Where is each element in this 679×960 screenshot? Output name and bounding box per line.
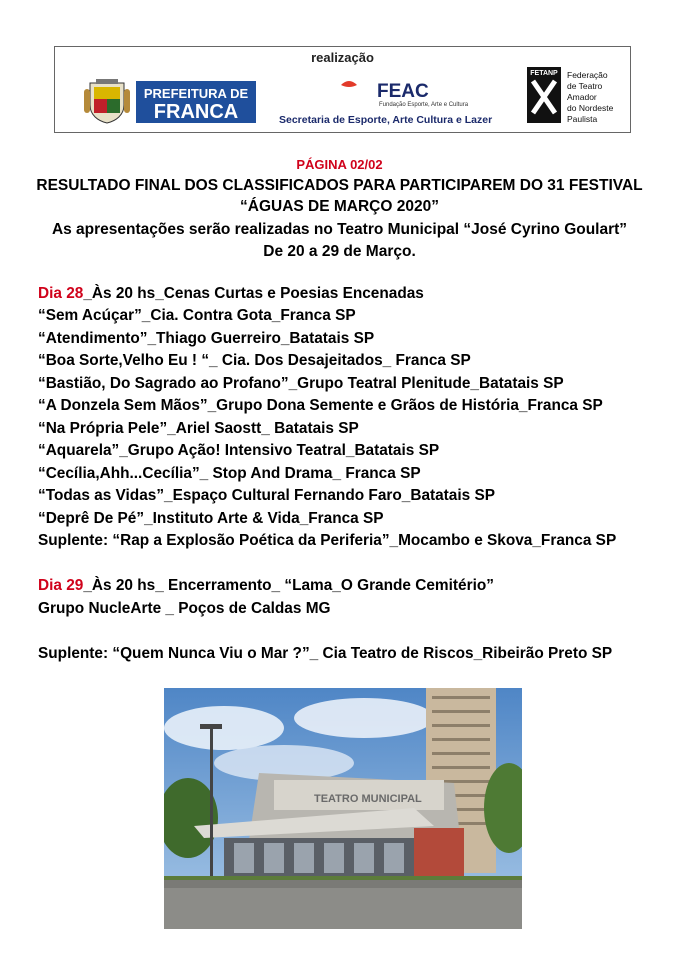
list-item: “Todas as Vidas”_Espaço Cultural Fernando Faro_Batatais SP — [38, 487, 496, 504]
photo-sign: TEATRO MUNICIPAL — [314, 793, 422, 805]
day29-label: Dia 29 — [38, 577, 84, 594]
list-item: “Sem Acúçar”_Cia. Contra Gota_Franca SP — [38, 307, 356, 324]
fetanp-line: Paulista — [567, 114, 598, 124]
title-line4: De 20 a 29 de Março. — [263, 243, 416, 260]
feac-sub: Fundação Esporte, Arte e Cultura — [379, 102, 469, 108]
list-item: “Boa Sorte,Velho Eu ! “_ Cia. Dos Desajeitados_ Franca SP — [38, 352, 471, 369]
fetanp-line: Federação — [567, 70, 608, 80]
page-label: PÁGINA 02/02 — [296, 157, 383, 172]
list-item: “Na Própria Pele”_Ariel Saostt_ Batatais SP — [38, 420, 359, 437]
feac-title: FEAC — [377, 81, 429, 102]
title-line3: As apresentações serão realizadas no Teatro Municipal “José Cyrino Goulart” — [51, 221, 628, 238]
day29-detail: _Às 20 hs_ Encerramento_ “Lama_O Grande Cemitério” — [83, 577, 494, 594]
feac-flame-icon — [341, 81, 357, 87]
theater-photo — [164, 688, 522, 929]
realizacao-label: realização — [311, 50, 374, 65]
suplente-28: Suplente: “Rap a Explosão Poética da Periferia”_Mocambo e Skova_Franca SP — [38, 532, 617, 549]
title-line2: “ÁGUAS DE MARÇO 2020” — [240, 198, 439, 215]
fetanp-line: do Nordeste — [567, 103, 614, 113]
fetanp-badge: FETANP — [530, 70, 558, 77]
list-item: “Cecília,Ahh...Cecília”_ Stop And Drama_ Franca SP — [38, 465, 421, 482]
list-item: “Aquarela”_Grupo Ação! Intensivo Teatral_Batatais SP — [38, 442, 440, 459]
day29-heading — [38, 577, 494, 595]
title-line1: RESULTADO FINAL DOS CLASSIFICADOS PARA PARTICIPAREM DO 31 FESTIVAL — [36, 177, 643, 194]
day29-group: Grupo NucleArte _ Poços de Caldas MG — [38, 600, 331, 617]
day28-label: Dia 28 — [38, 285, 84, 302]
fetanp-logo — [525, 65, 625, 127]
prefeitura-franca-logo — [80, 79, 258, 125]
suplente-29: Suplente: “Quem Nunca Viu o Mar ?”_ Cia Teatro de Riscos_Ribeirão Preto SP — [38, 645, 613, 662]
feac-logo — [277, 77, 517, 127]
feac-secretaria: Secretaria de Esporte, Arte Cultura e Lazer — [279, 114, 493, 126]
sponsors-header — [54, 46, 631, 133]
list-item: “A Donzela Sem Mãos”_Grupo Dona Semente e Grãos de História_Franca SP — [38, 397, 603, 414]
day28-detail: _Às 20 hs_Cenas Curtas e Poesias Encenadas — [83, 285, 424, 302]
list-item: “Deprê De Pé”_Instituto Arte & Vida_Franca SP — [38, 510, 384, 527]
fetanp-line: de Teatro — [567, 81, 603, 91]
prefeitura-line2: FRANCA — [153, 101, 239, 123]
fetanp-line: Amador — [567, 92, 597, 102]
list-item: “Bastião, Do Sagrado ao Profano”_Grupo Teatral Plenitude_Batatais SP — [38, 375, 564, 392]
coat-of-arms-icon — [84, 79, 130, 123]
day28-heading — [38, 285, 424, 303]
prefeitura-line1: PREFEITURA DE — [143, 86, 249, 101]
list-item: “Atendimento”_Thiago Guerreiro_Batatais SP — [38, 330, 375, 347]
